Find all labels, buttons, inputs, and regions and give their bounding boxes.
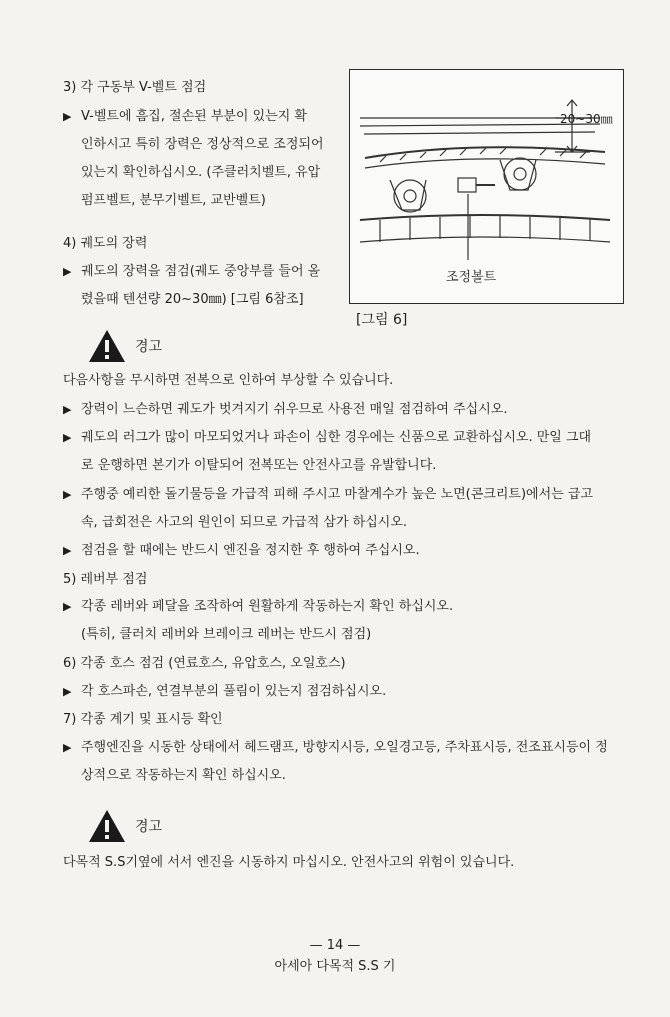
triangle-right-icon: ▶	[63, 544, 72, 557]
bullet-text: 각종 레버와 페달을 조작하여 원활하게 작동하는지 확인 하십시오.	[81, 599, 454, 614]
warning-label: 경고	[135, 339, 163, 355]
warning-block	[87, 808, 162, 844]
bullet-item	[63, 486, 593, 504]
bullet-item	[63, 108, 307, 126]
bullet-text: V-벨트에 흠집, 절손된 부분이 있는지 확	[81, 109, 307, 124]
book-title: 아세아 다목적 S.S 기	[274, 959, 396, 974]
bullet-text-cont: 로 운행하면 본기가 이탈되어 전복또는 안전사고를 유발합니다.	[81, 458, 437, 473]
triangle-right-icon: ▶	[63, 110, 72, 123]
dimension-label: 20~30㎜	[560, 112, 613, 126]
triangle-right-icon: ▶	[63, 685, 72, 698]
bullet-text-cont: 렸을때 텐션량 20~30㎜) [그림 6참조]	[81, 292, 304, 307]
triangle-right-icon: ▶	[63, 265, 72, 278]
section-title-belt: 3) 각 구동부 V-벨트 점검	[63, 80, 207, 95]
bullet-text: 궤도의 장력을 점검(궤도 중앙부를 들어 올	[81, 264, 321, 279]
triangle-right-icon: ▶	[63, 403, 72, 416]
bullet-text: 궤도의 러그가 많이 마모되었거나 파손이 심한 경우에는 신품으로 교환하십시오. 만일 그대	[81, 430, 592, 445]
triangle-right-icon: ▶	[63, 488, 72, 501]
bullet-text-cont: 상적으로 작동하는지 확인 하십시오.	[81, 768, 286, 783]
warning-intro: 다음사항을 무시하면 전복으로 인하여 부상할 수 있습니다.	[63, 373, 394, 388]
warning-triangle-icon	[87, 808, 127, 844]
triangle-right-icon: ▶	[63, 431, 72, 444]
bullet-item	[63, 598, 453, 616]
section-title-gauges: 7) 각종 계기 및 표시등 확인	[63, 712, 223, 727]
bolt-label: 조정볼트	[446, 270, 497, 285]
figure-track-tension	[349, 69, 624, 304]
bullet-text: 각 호스파손, 연결부분의 풀림이 있는지 점검하십시오.	[81, 684, 387, 699]
warning-label: 경고	[135, 819, 163, 835]
section-title-lever: 5) 레버부 점검	[63, 572, 148, 587]
warning-text: 다목적 S.S기옆에 서서 엔진을 시동하지 마십시오. 안전사고의 위험이 있습니다.	[63, 855, 515, 870]
bullet-item	[63, 263, 320, 281]
bullet-text-cont: 펌프벨트, 분무기벨트, 교반벨트)	[81, 193, 266, 208]
page-number: — 14 —	[309, 938, 361, 953]
bullet-item	[63, 542, 420, 560]
bullet-text: 점검을 할 때에는 반드시 엔진을 정지한 후 행하여 주십시오.	[81, 543, 420, 558]
bullet-text: 주행중 예리한 돌기물등을 가급적 피해 주시고 마찰계수가 높은 노면(콘크리트)에서는 급고	[81, 487, 593, 502]
bullet-item	[63, 739, 608, 757]
bullet-text-cont: 있는지 확인하십시오. (주클러치벨트, 유압	[81, 165, 321, 180]
section-title-hose: 6) 각종 호스 점검 (연료호스, 유압호스, 오일호스)	[63, 656, 346, 671]
bullet-item	[63, 429, 591, 447]
triangle-right-icon: ▶	[63, 741, 72, 754]
bullet-text: 장력이 느슨하면 궤도가 벗겨지기 쉬우므로 사용전 매일 점검하여 주십시오.	[81, 402, 508, 417]
figure-caption: [그림 6]	[356, 312, 408, 328]
warning-block	[87, 328, 162, 364]
bullet-item	[63, 401, 508, 419]
bullet-text-cont: 인하시고 특히 장력은 정상적으로 조정되어	[81, 137, 324, 152]
bullet-text-cont: 속, 급회전은 사고의 원인이 되므로 가급적 삼가 하십시오.	[81, 515, 408, 530]
triangle-right-icon: ▶	[63, 600, 72, 613]
bullet-text-cont: (특히, 클러치 레버와 브레이크 레버는 반드시 점검)	[81, 627, 372, 642]
warning-triangle-icon	[87, 328, 127, 364]
section-title-track: 4) 궤도의 장력	[63, 236, 148, 251]
bullet-item	[63, 683, 386, 701]
bullet-text: 주행엔진을 시동한 상태에서 헤드램프, 방향지시등, 오일경고등, 주차표시등, 전조표시등이 정	[81, 740, 608, 755]
